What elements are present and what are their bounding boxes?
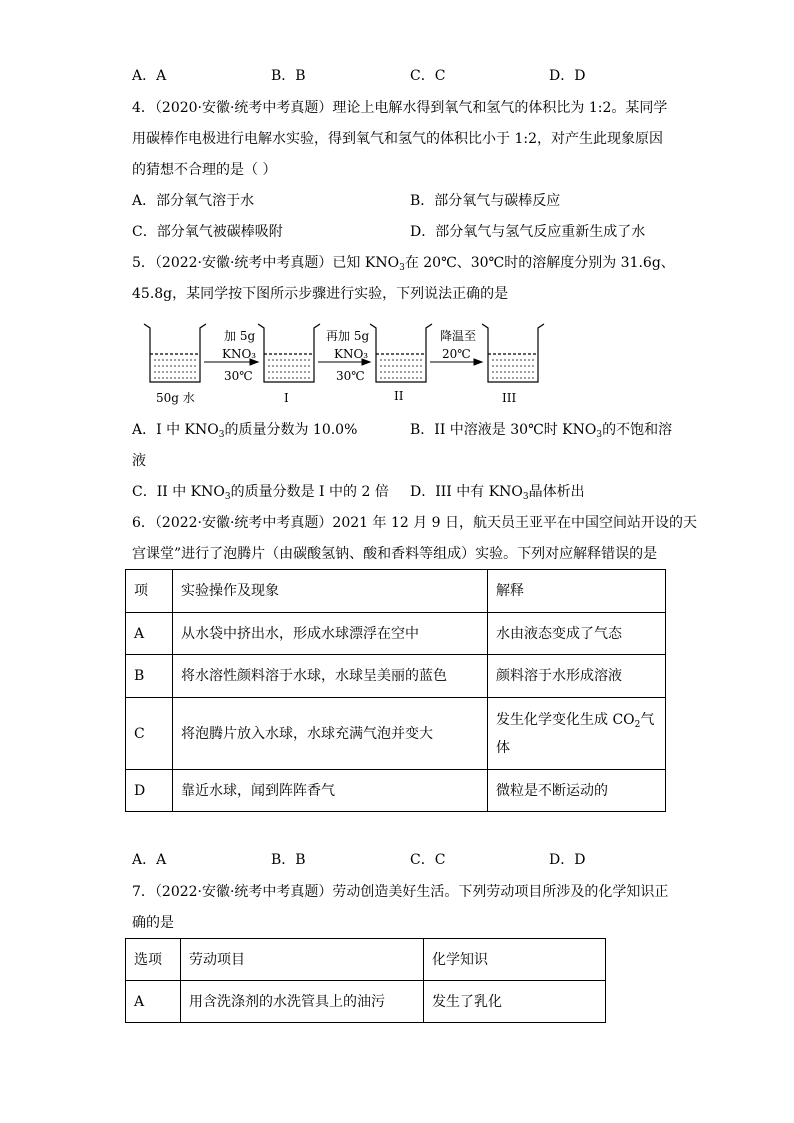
row-operation: 将泡腾片放入水球，水球充满气泡并变大 bbox=[173, 698, 488, 770]
beaker-3-icon bbox=[482, 324, 544, 382]
header-cell: 解释 bbox=[488, 570, 666, 613]
beaker1-label: I bbox=[284, 391, 289, 405]
row-key: D bbox=[126, 770, 173, 812]
q3-option-a: A．A bbox=[132, 68, 167, 84]
q3-option-c: C．C bbox=[410, 68, 446, 84]
row-operation: 靠近水球，闻到阵阵香气 bbox=[173, 770, 488, 812]
step3-bot-label: 20℃ bbox=[442, 347, 471, 361]
row-key: B bbox=[126, 655, 173, 698]
q6-stem-line2: 宫课堂”进行了泡腾片（由碳酸氢钠、酸和香料等组成）实验。下列对应解释错误的是 bbox=[132, 546, 658, 562]
table-row bbox=[126, 698, 666, 770]
table-row bbox=[126, 613, 666, 655]
q4-option-c: C．部分氧气被碳棒吸附 bbox=[132, 224, 283, 240]
row-operation: 用含洗涤剂的水洗管具上的油污 bbox=[181, 981, 424, 1023]
row-key: A bbox=[126, 981, 181, 1023]
q4-stem-line3: 的猜想不合理的是（ ） bbox=[132, 162, 277, 178]
table-row bbox=[126, 655, 666, 698]
q7-stem-line2: 确的是 bbox=[132, 915, 174, 931]
q3-option-d: D．D bbox=[549, 68, 586, 84]
q6-option-b: B．B bbox=[271, 852, 306, 868]
q7-table bbox=[125, 938, 606, 1023]
q5-option-c: C．II 中 $KNO_3$的质量分数是 I 中的 2 倍 bbox=[132, 484, 389, 502]
header-cell: 劳动项目 bbox=[181, 939, 424, 981]
q5-option-a: A．I 中 $KNO_3$的质量分数为 10.0% bbox=[132, 422, 358, 440]
step2-top-label: 再加 5g bbox=[326, 329, 370, 343]
q6-option-d: D．D bbox=[549, 852, 586, 868]
step2-mid-label: KNO₃ bbox=[334, 347, 369, 361]
q5-option-b-cont: 液 bbox=[132, 453, 146, 469]
table-row bbox=[126, 770, 666, 812]
step1-mid-label: KNO₃ bbox=[222, 347, 257, 361]
table-header-row bbox=[126, 570, 666, 613]
q6-option-a: A．A bbox=[132, 852, 167, 868]
q5-stem-line2: 45.8g，某同学按下图所示步骤进行实验，下列说法正确的是 bbox=[132, 286, 509, 302]
q4-option-b: B．部分氧气与碳棒反应 bbox=[410, 193, 561, 209]
beaker-1-icon bbox=[258, 324, 320, 382]
q6-stem-line1: 6．（2022·安徽·统考中考真题）2021 年 12 月 9 日，航天员王亚平在中国空间站开设的天 bbox=[132, 515, 698, 531]
q3-option-b: B．B bbox=[271, 68, 306, 84]
beaker-water-icon bbox=[144, 324, 206, 382]
row-explanation: 发生化学变化生成 $CO_2$气 体 bbox=[488, 698, 666, 770]
row-operation: 从水袋中挤出水，形成水球漂浮在空中 bbox=[173, 613, 488, 655]
kno3-experiment-diagram bbox=[140, 318, 550, 410]
q6-table bbox=[125, 569, 666, 812]
q4-option-a: A．部分氧气溶于水 bbox=[132, 193, 255, 209]
step1-top-label: 加 5g bbox=[224, 329, 256, 343]
q6-option-c: C．C bbox=[410, 852, 446, 868]
header-cell: 选项 bbox=[126, 939, 181, 981]
beaker2-label: II bbox=[394, 389, 404, 403]
q5-option-b: B．II 中溶液是 30℃时 $KNO_3$的不饱和溶 bbox=[410, 422, 673, 440]
q5-option-d: D．III 中有 $KNO_3$晶体析出 bbox=[410, 484, 585, 502]
row-key: C bbox=[126, 698, 173, 770]
row-explanation: 发生了乳化 bbox=[424, 981, 606, 1023]
beaker3-label: III bbox=[502, 391, 517, 405]
beaker-2-icon bbox=[370, 324, 432, 382]
row-key: A bbox=[126, 613, 173, 655]
header-cell: 项 bbox=[126, 570, 173, 613]
row-explanation: 微粒是不断运动的 bbox=[488, 770, 666, 812]
q7-stem-line1: 7．（2022·安徽·统考中考真题）劳动创造美好生活。下列劳动项目所涉及的化学知识正 bbox=[132, 884, 669, 900]
header-cell: 化学知识 bbox=[424, 939, 606, 981]
q4-option-d: D．部分氧气与氢气反应重新生成了水 bbox=[410, 224, 646, 240]
header-cell: 实验操作及现象 bbox=[173, 570, 488, 613]
row-operation: 将水溶性颜料溶于水球，水球呈美丽的蓝色 bbox=[173, 655, 488, 698]
q4-stem-line1: 4．（2020·安徽·统考中考真题）理论上电解水得到氧气和氢气的体积比为 1:2。某同学 bbox=[132, 100, 668, 116]
row-explanation: 颜料溶于水形成溶液 bbox=[488, 655, 666, 698]
table-header-row bbox=[126, 939, 606, 981]
step2-bot-label: 30℃ bbox=[336, 369, 365, 383]
beaker0-label: 50g 水 bbox=[156, 391, 195, 405]
step1-bot-label: 30℃ bbox=[224, 369, 253, 383]
row-explanation: 水由液态变成了气态 bbox=[488, 613, 666, 655]
q4-stem-line2: 用碳棒作电极进行电解水实验，得到氧气和氢气的体积比小于 1:2，对产生此现象原因 bbox=[132, 131, 663, 147]
q5-stem-line1: 5．（2022·安徽·统考中考真题）已知 $KNO_3$在 20℃、30℃时的溶解度分别为 31.6g、 bbox=[132, 255, 675, 273]
step3-top-label: 降温至 bbox=[440, 329, 477, 343]
table-row bbox=[126, 981, 606, 1023]
